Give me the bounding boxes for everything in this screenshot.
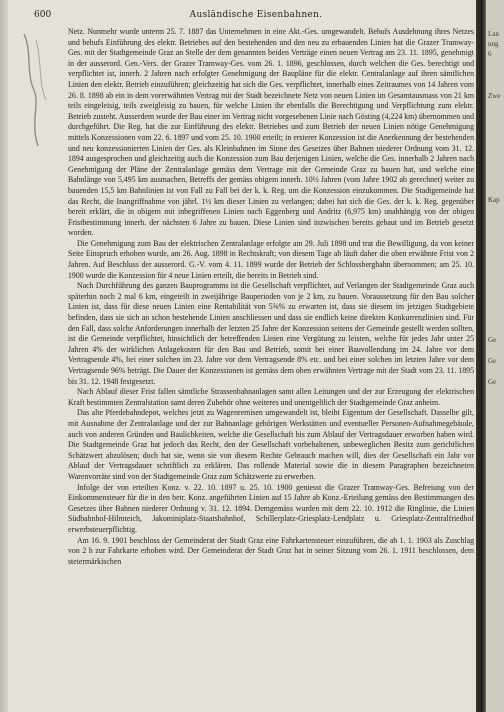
adjacent-page-fragment: 6 bbox=[488, 50, 492, 58]
adjacent-page-fragment: Ge bbox=[488, 336, 497, 344]
adjacent-page-fragment: Ge bbox=[488, 378, 497, 386]
adjacent-page-fragment: ung bbox=[488, 40, 499, 48]
paragraph: Nach Durchführung des ganzen Bauprogramms ist die Gesellschaft verpflichtet, auf Verlangen der Stadtgemeinde Graz auch späterhin noch 2 mal 6 km, eingeteilt in zweijährige Bauperioden von je 2 km, zu bauen. Voraussetzung für den Bau solcher Linien ist, dass für diese neuen Linien eine Rentabilität von 5⅝% zu erwarten ist, dass sie diesem im jetzigen Stadtgebiete befinden, dass sie sich an schon bestehende Linien anschliessen und dass sie endlich keine direkten Konkurrenzlinien sind. Für den Fall, dass solche Anforderungen innerhalb der letzten 25 Jahre der Konzession seitens der Gemeinde gestellt werden sollten, ist die Gemeinde verpflichtet, hinsichtlich der betreffenden Linien eine Vergütung zu leisten, welche für jedes Jahr unter 25 Jahren 4% der wirklichen Anlagekosten für den Bau und Betrieb, somit bei einer Bauvollendung im 24. Jahre vor dem Vertragsende 4%, bei einer solchen im 23. Jahre vor dem Vertragsende 8% etc. und bei einer solchen im letzten Jahre vor dem Vertragsende 96% beträgt. Die Dauer der Konzessionen ist gemäss dem oben erwähnten Vertrage mit der Stadt vom 23. 11. 1895 bis 31. 12. 1948 festgesetzt. bbox=[68, 281, 474, 386]
paragraph: Die Genehmigung zum Bau der elektrischen Zentralanlage erfolgte am 29. Juli 1898 und trat die Bewilligung, da von keiner Seite Einspruch erhoben wurde, am 26. Aug. 1898 in Rechtskraft; von diesem Tage ab läuft daher die oben erwähnte Frist von 2 Jahren. Auf Beschluss der ausserord. G.-V. vom 4. 11. 1899 wurde der Betrieb der Schlossbergbahn übernommen; am 25. 10. 1900 wurde die Konzession für 4 neue Linien erteilt, die bereits in Betrieb sind. bbox=[68, 238, 474, 280]
paragraph: Nach Ablauf dieser Frist fallen sämtliche Strassenbahnanlagen samt allen Leitungen und der zur Erzeugung der elektrischen Kraft bestimmten Zentralstation samt deren Zubehör ohne weiteres und unentgeltlich der Stadtgemeinde Graz anheim. bbox=[68, 387, 474, 407]
body-text bbox=[68, 27, 474, 567]
page-number: 600 bbox=[34, 10, 52, 20]
margin-pencil-mark bbox=[18, 30, 58, 150]
paragraph: Infolge der von erteilten Konz. v. 22. 10. 1897 u. 25. 10. 1900 geniesst die Grazer Tramway-Ges. Befreiung von der Einkommensteuer für die in den betr. Konz. angeführten Linien auf 15 Jahre ab Konz.-Erteilung gemäss den Bestimmungen des Gesetzes über Bahnen niederer Ordnung v. 31. 12. 1894. Demgemäss wurden mit dem 22. 10. 1912 die Ringlinie, die Linien Südbahnhof-Hilmteich, Jakominiplatz-Staatsbahnhof, Schillerplatz-Griesplatz-Lendplatz u. Griesplatz-Zentralfriedhof erwerbsteuerpflichtig. bbox=[68, 482, 474, 534]
adjacent-page-fragment: Lan bbox=[488, 30, 499, 38]
page-header bbox=[34, 8, 476, 22]
running-title: Ausländische Eisenbahnen. bbox=[189, 10, 323, 20]
paragraph: Netz. Nunmehr wurde unterm 25. 7. 1887 das Unternehmen in eine Akt.-Ges. umgewandelt. Behufs Ausdehnung ihres Netzes und behufs Einführung des elektr. Betriebes auf den bestehenden und den neu zu erbauenden Linien hat die Grazer Tramway-Ges. mit der Stadtgemeinde Graz an Stelle der dem genannten beiden Verträge einen neuen Vertrag am 23. 11. 1895, genehmigt in der ausserord. Gen.-Vers. der Grazer Tramway-Ges. vom 26. 1. 1896, geschlossen, durch welchen die Ges. berechtigt und verpflichtet ist, innerh. 2 Jahren nach erfolgter Genehmigung der Baupläne für die elektr. Centralanlage auf ihren sämtlichen Linien den elektr. Betrieb einzuführen; gleichzeitig hat sich die Ges. verpflichtet, innerhalb eines Zeitraumes von 14 Jahren vom 26. 8. 1898 ab ein in dem vorerwähnten Vertrag mit der Stadt bezeichnete Netz von neuen Linien im Gesamtausmass von 21 km teils eingeleisig, teils zweigleisig zu bauen, für welche Linien ihr ebenfalls die Berechtigung und Verpflichtung zum elektr. Betrieb zusteht. Ausserdem wurde der Bau einer im Vertrag nicht vorgesehenen Linie nach Gösting (4,224 km) übernommen und durchgeführt. Die Reg. hat die zur Einführung des elektr. Betriebes und zum Betrieb der neuen Linien nötige Genehmigung mittels Konzessionen vom 22. 6. 1897 und vom 25. 10. 1900 erteilt; in ersterer Konzession ist die Anerkennung der bestehenden und neu konzessionierten Linien der Ges. als Kleinbahnen im Sinne des Gesetzes über Bahnen niederer Ordnung vom 31. 12. 1894 ausgesprochen und gleichzeitig auch die Konzession zum Bau derjenigen Linien, welche die Ges. innerhalb 2 Jahren nach Genehmigung der Pläne der Zentralanlage gemäss dem Vertrage mit der Gemeinde Graz zu bauen hat, und welche eine Bahnlänge von 5,495 km ausmachen, Betreffs der gemäss obigem innerh. 10½ Jahren (vom Jahre 1902 ab gerechnet) weiter zu bauenden 15,5 km Bahnlinien ist von Fall zu Fall bei der k. k. Reg. um die Konzession einzukommen. Die Stadtgemeinde hat das Recht, die Inangriffnahme von jährl. 1½ km dieser Linien zu verlangen; dabei hat sich die Ges. der k. k. Reg. gegenüber bereit erklärt, die in obigem mit inbegriffenen Linien nach Eggenberg und Andritz (6,975 km) unabhängig von der obigen Fristbestimmung innerh. der nächsten 6 Jahre zu bauen. Diese Linien sind inzwischen bereits gebaut und im Betrieb gesetzt worden. bbox=[68, 27, 474, 238]
adjacent-page-fragment: Kap bbox=[488, 196, 500, 204]
adjacent-page-edge bbox=[486, 0, 504, 712]
book-page bbox=[8, 0, 476, 712]
book-gutter-shadow bbox=[476, 0, 486, 712]
paragraph: Das alte Pferdebahndepot, welches jetzt zu Wagenremisen umgewandelt ist, bleibt Eigentum der Gesellschaft. Dasselbe gilt, mit Ausnahme der Zentralanlage und der zur Bahnanlage gehörigen Werkstätten und eventueller Personen-Aufnahmegebäude, auch von anderen Gründen und Baulichkeiten, welche die Gesellschaft bis zum Ablauf der Vertragsdauer erworben haben wird. Die Stadtgemeinde Graz hat jedoch das Recht, den der Gesellschaft vorbehaltenen, unbeweglichen Besitz zum gerichtlichen Schätzwert abzulösen; doch hat sie, wenn sie von diesem Rechte Gebrauch machen will, dies der Gesellschaft ein Jahr vor Ablauf der Vertragsdauer schriftlich zu erklären. Das rollende Material sowie die in diesem Paragraphen bezeichneten Warenvorräte sind von der Stadtgemeinde Graz zum Schätzwerte zu erwerben. bbox=[68, 408, 474, 481]
paragraph: Am 16. 9. 1901 beschloss der Gemeinderat der Stadt Graz eine Fahrkartensteuer einzuführen, die ab 1. 1. 1903 als Zuschlag von 2 h zur Fahrkarte erhoben wird. Der Gemeinderat der Stadt Graz hat in seiner Sitzung vom 26. 1. 1911 beschlossen, dem steiermärkischen bbox=[68, 535, 474, 566]
adjacent-page-fragment: Zwe bbox=[488, 92, 501, 100]
book-edge-left bbox=[0, 0, 8, 712]
adjacent-page-fragment: Ge bbox=[488, 357, 497, 365]
